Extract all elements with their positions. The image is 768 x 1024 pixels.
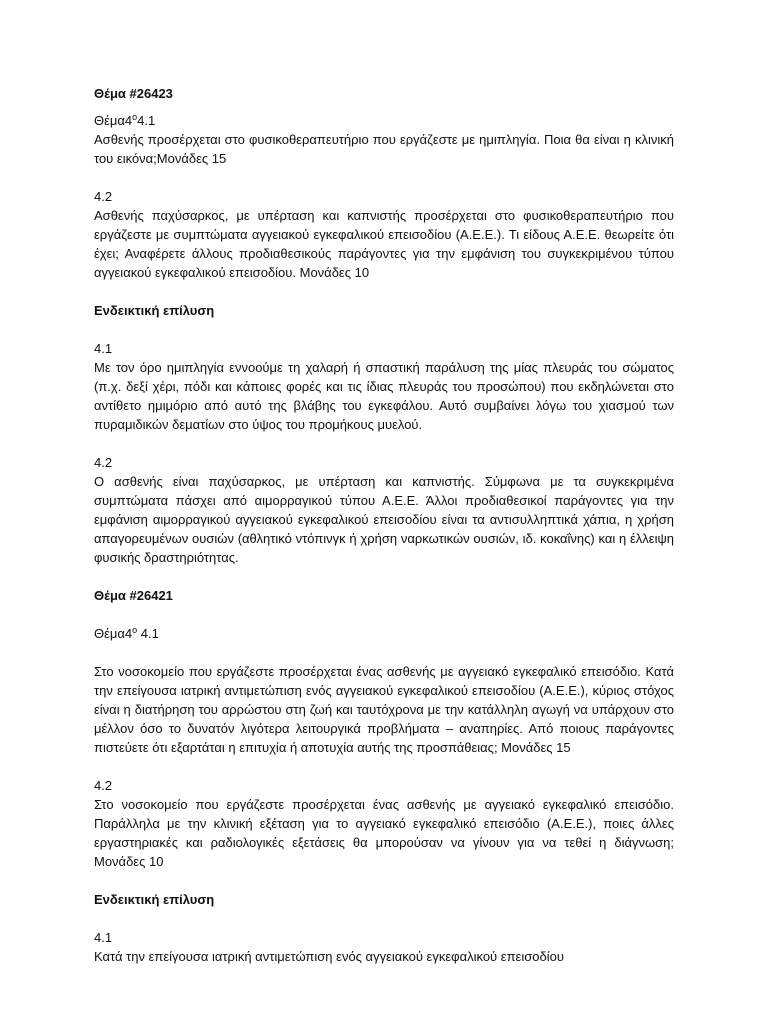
answer-number: 4.2 (94, 455, 113, 470)
answer-number: 4.1 (94, 930, 113, 945)
answer-text: Με τον όρο ημιπληγία εννοούμε τη χαλαρή ή σπαστική παράλυση της μίας πλευράς του σώματος (π.χ. δεξί χέρι, πόδι και κάποιες φορές και τις ίδιας πλευράς του προσώπου) που εκδηλώνεται στο αντίθετο ημιμόριο από αυτό της βλάβης του εγκεφάλου. Αυτό συμβαίνει λόγω του χιασμού των πυραμιδικών δεματίων στο ύψος του προμήκους μυελού. (94, 360, 674, 432)
question-text: Ασθενής παχύσαρκος, με υπέρταση και καπνιστής προσέρχεται στο φυσικοθεραπευτήριο που εργάζεστε με συμπτώματα αγγειακού εγκεφαλικού επεισοδίου (Α.Ε.Ε.). Τι είδους Α.Ε.Ε. θεωρείτε ότι έχει; Αναφέρετε άλλους προδιαθεσικούς παράγοντες για την εμφάνιση του συγκεκριμένου τύπου αγγειακού εγκεφαλικού επεισοδίου. Μονάδες 10 (94, 208, 674, 280)
section-title: Θέμα #26421 (94, 588, 173, 603)
topic-prefix: Θέμα4 (94, 113, 133, 128)
question-number: 4.2 (94, 189, 113, 204)
section-title: Θέμα #26423 (94, 86, 173, 101)
question-text: Ασθενής προσέρχεται στο φυσικοθεραπευτήριο που εργάζεστε με ημιπληγία. Ποια θα είναι η κλινική του εικόνα;Μονάδες 15 (94, 132, 674, 166)
answer-number: 4.1 (94, 341, 113, 356)
topic-suffix: 4.1 (137, 113, 156, 128)
topic-suffix: 4.1 (137, 626, 159, 641)
solution-title: Ενδεικτική επίλυση (94, 303, 215, 318)
answer-text: Ο ασθενής είναι παχύσαρκος, με υπέρταση και καπνιστής. Σύμφωνα με τα συγκεκριμένα συμπτώματα πάσχει από αιμορραγικού τύπου Α.Ε.Ε. Άλλοι προδιαθεσικοί παράγοντες για την εμφάνιση αιμορραγικού αγγειακού εγκεφαλικού επεισοδίου είναι τα αντισυλληπτικά χάπια, η χρήση απαγορευμένων ουσιών (αθλητικό ντόπινγκ ή χρήση ναρκωτικών ουσιών, ιδ. κοκαΐνης) και η έλλειψη φυσικής δραστηριότητας. (94, 474, 674, 565)
question-text: Στο νοσοκομείο που εργάζεστε προσέρχεται ένας ασθενής με αγγειακό εγκεφαλικό επεισόδιο. Κατά την επείγουσα ιατρική αντιμετώπιση ενός αγγειακού εγκεφαλικού επεισοδίου (Α.Ε.Ε.), κύριος στόχος είναι η διατήρηση του αρρώστου στη ζωή και ταυτόχρονα με την κατάλληλη αγωγή να υπάρχουν στο μέλλον όσο το δυνατόν λιγότερα λειτουργικά προβλήματα – αναπηρίες. Από ποιους παράγοντες πιστεύετε ότι εξαρτάται η επιτυχία ή αποτυχία αυτής της προσπάθειας; Μονάδες 15 (94, 664, 674, 755)
topic-superscript: ο (132, 112, 138, 122)
question-text: Στο νοσοκομείο που εργάζεστε προσέρχεται ένας ασθενής με αγγειακό εγκεφαλικό επεισόδιο. Παράλληλα με την κλινική εξέταση για το αγγειακό εγκεφαλικό επεισόδιο (Α.Ε.Ε.), ποιες άλλες εργαστηριακές και ραδιολογικές εξετάσεις θα μπορούσαν να γίνουν για να τεθεί η διάγνωση; Μονάδες 10 (94, 797, 674, 869)
topic-superscript: ο (132, 625, 138, 635)
topic-label (94, 111, 674, 130)
answer-text: Κατά την επείγουσα ιατρική αντιμετώπιση ενός αγγειακού εγκεφαλικού επεισοδίου (94, 949, 564, 964)
topic-prefix: Θέμα4 (94, 626, 133, 641)
question-number: 4.2 (94, 778, 113, 793)
document-page (94, 84, 674, 966)
solution-title: Ενδεικτική επίλυση (94, 892, 215, 907)
topic-label (94, 624, 674, 643)
